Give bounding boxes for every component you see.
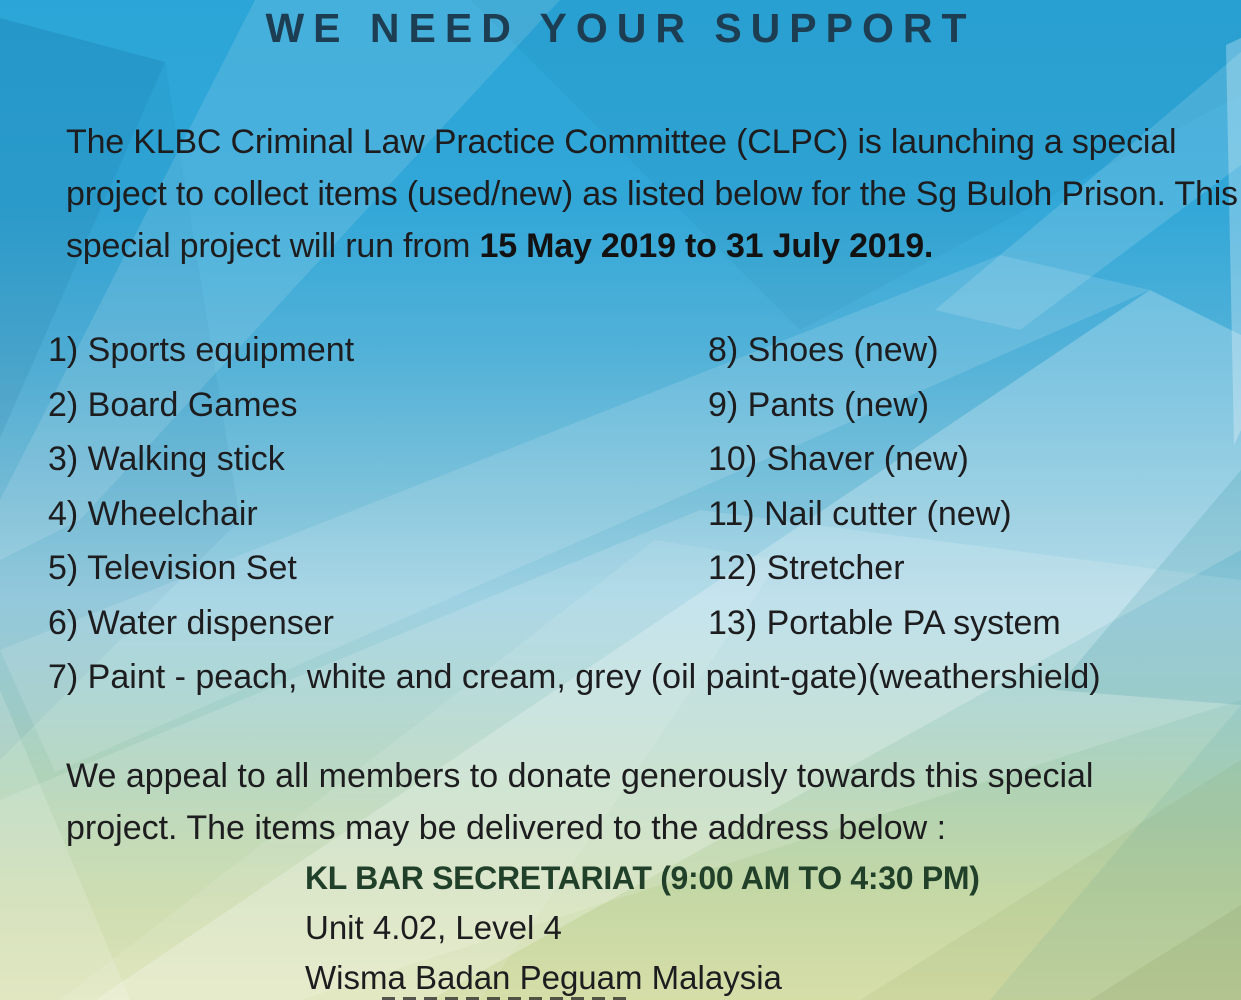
- intro-text: The KLBC Criminal Law Practice Committee (CLPC) is launching a special project to collect items (used/new) as listed below for the Sg Buloh Prison. This special project will run from: [66, 123, 1238, 265]
- list-item: 7) Paint - peach, white and cream, grey (oil paint-gate)(weathershield): [48, 658, 1101, 696]
- list-item: 5) Television Set: [48, 549, 297, 587]
- list-item: 3) Walking stick: [48, 440, 285, 478]
- donation-items-right: [708, 331, 1061, 658]
- list-item: 10) Shaver (new): [708, 440, 969, 478]
- address-building-line: Wisma Badan Peguam Malaysia: [305, 959, 782, 996]
- address-unit-line: Unit 4.02, Level 4: [305, 909, 562, 946]
- list-item: 4) Wheelchair: [48, 494, 258, 533]
- list-item: 11) Nail cutter (new): [708, 494, 1012, 533]
- appeal-paragraph: We appeal to all members to donate generously towards this special project. The items may be delivered to the address below :: [66, 757, 1094, 847]
- page-title: WE NEED YOUR SUPPORT: [265, 5, 976, 51]
- address-secretariat-line: KL BAR SECRETARIAT (9:00 AM TO 4:30 PM): [305, 860, 980, 896]
- project-dates: 15 May 2019 to 31 July 2019.: [479, 227, 934, 265]
- list-item: 2) Board Games: [48, 385, 298, 424]
- delivery-address: [305, 853, 980, 1000]
- intro-paragraph: [66, 116, 1241, 272]
- list-item: 13) Portable PA system: [708, 603, 1061, 642]
- list-item: 1) Sports equipment: [48, 331, 355, 369]
- list-item: 6) Water dispenser: [48, 603, 334, 642]
- list-item: 12) Stretcher: [708, 549, 905, 587]
- list-item: 8) Shoes (new): [708, 331, 939, 369]
- list-item: 9) Pants (new): [708, 385, 930, 424]
